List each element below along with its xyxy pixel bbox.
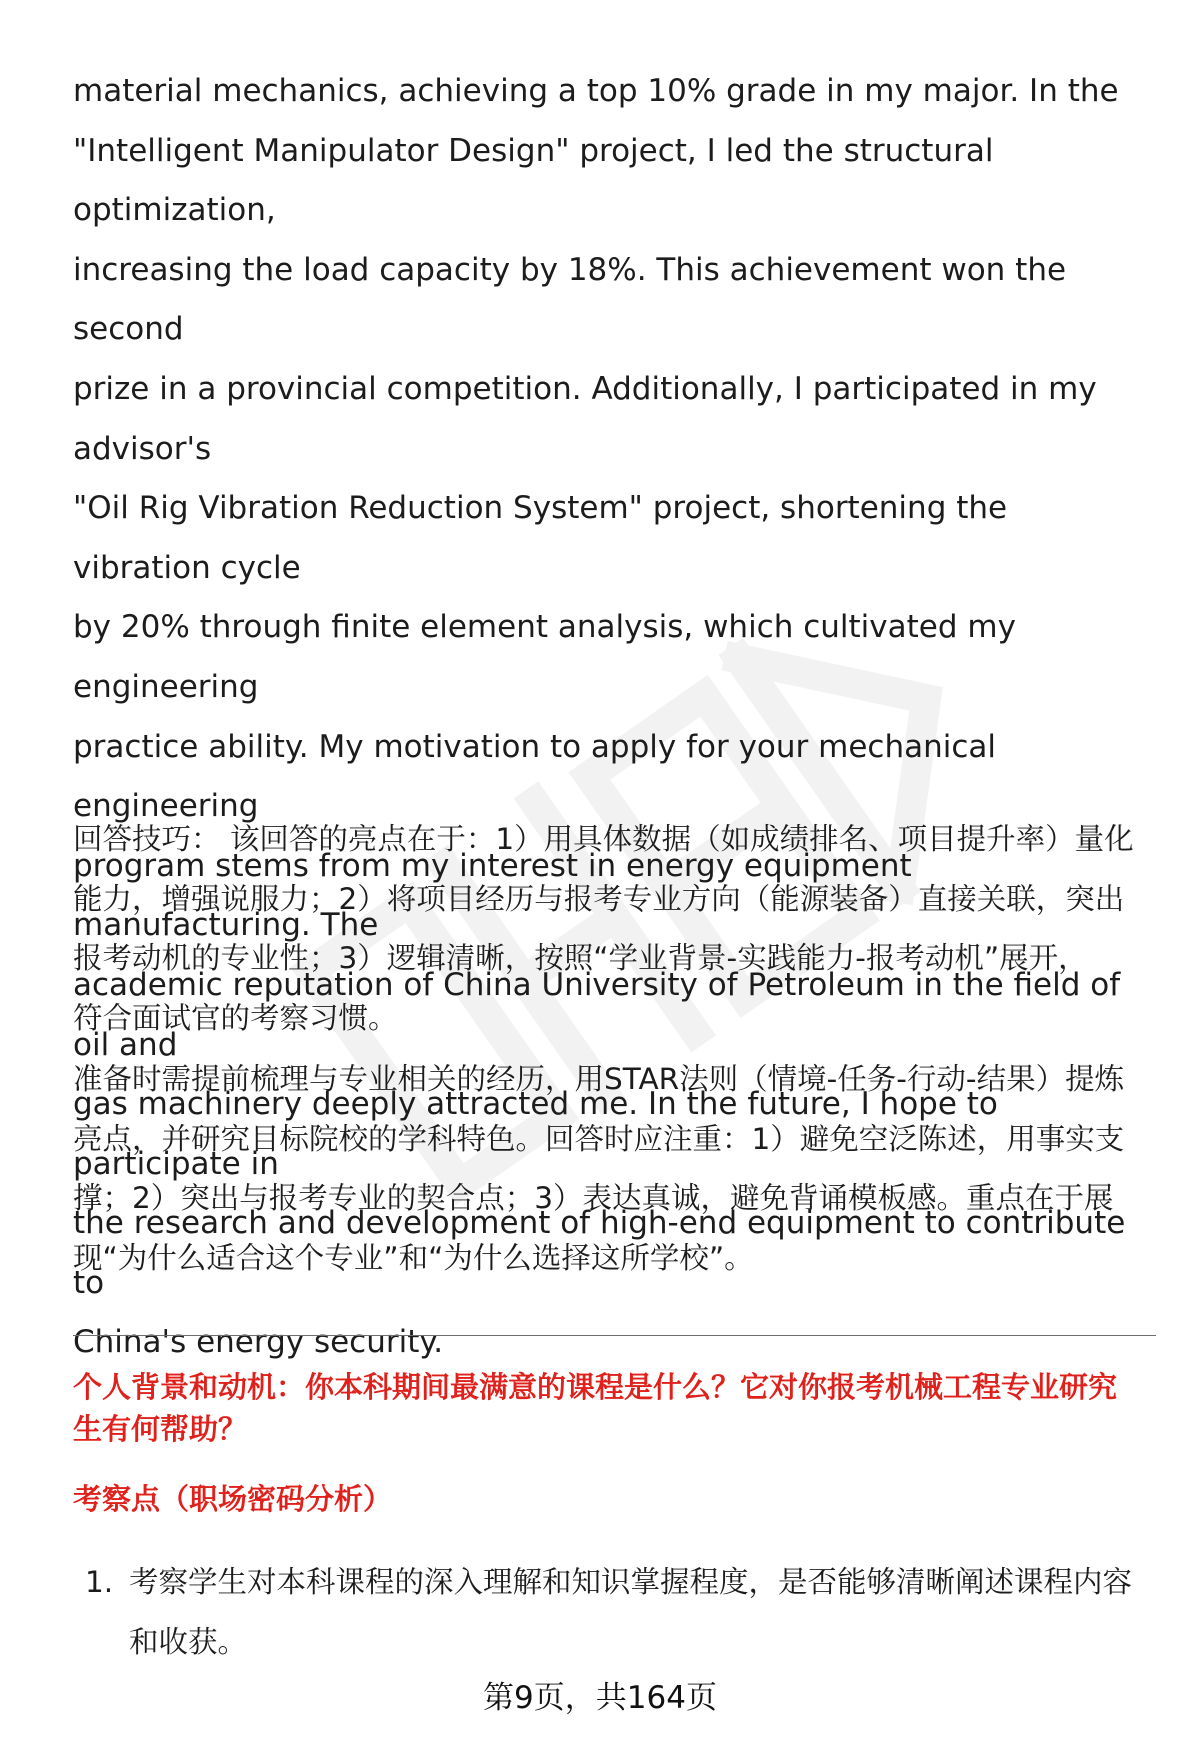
page-number-footer: 第9页，共164页 bbox=[483, 1680, 717, 1716]
assessment-points-list bbox=[73, 1552, 1163, 1672]
assessment-points-heading: 考察点（职场密码分析） bbox=[73, 1482, 393, 1516]
list-item bbox=[73, 1552, 1163, 1672]
list-item-text: 考察学生对本科课程的深入理解和知识掌握程度，是否能够清晰阐述课程内容 和收获。 bbox=[129, 1565, 1133, 1659]
section-divider bbox=[73, 1335, 1156, 1336]
answer-tips-paragraph: 回答技巧： 该回答的亮点在于：1）用具体数据（如成绩排名、项目提升率）量化 能力，增强说服力；2）将项目经历与报考专业方向（能源装备）直接关联，突出 报考动机的专业性；3）逻辑清晰，按照“学业背景-实践能力-报考动机”展开， 符合面试官的考察习惯。 bbox=[73, 822, 1134, 1035]
list-item-number: 1. bbox=[85, 1565, 114, 1599]
preparation-advice-paragraph: 准备时需提前梳理与专业相关的经历，用STAR法则（情境-任务-行动-结果）提炼 亮点，并研究目标院校的学科特色。回答时应注重：1）避免空泛陈述，用事实支 撑；2）突出与报考专业的契合点；3）表达真诚，避免背诵模板感。重点在于展 现“为什么适合这个专业”和“为什么选择这所学校”。 bbox=[73, 1062, 1125, 1275]
question-heading: 个人背景和动机：你本科期间最满意的课程是什么？它对你报考机械工程专业研究 生有何帮助？ bbox=[73, 1370, 1118, 1446]
english-answer-paragraph: material mechanics, achieving a top 10% grade in my major. In the "Intelligent Manipulator Design" project, I led the structural optimization, increasing the load capacity by 18%. This achievement won the second prize in a provincial competition. Additionally, I participated in my advisor's "Oil Rig Vibration Reduction System" project, shortening the vibration cycle by 20% through finite element analysis, which cultivated my engineering practice ability. My motivation to apply for your mechanical engineering program stems from my interest in energy equipment manufacturing. The academic reputation of China University of Petroleum in the field of oil and gas machinery deeply attracted me. In the future, I hope to participate in the research and development of high-end equipment to contribute to China's energy security. bbox=[73, 73, 1126, 1361]
